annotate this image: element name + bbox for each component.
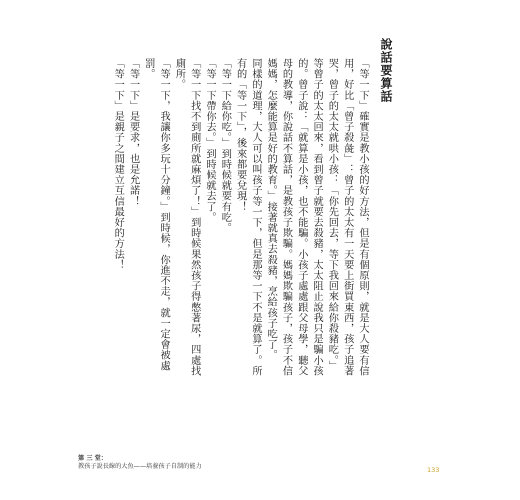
- paragraph-1: 「等一下」確實是教小孩的好方法，但是有個原則，就是大人要有信用，好比「曾子殺彘」：曾子的太太有一天要上街買東西，孩子追著哭，曾子的太太就哄小孩：「你先回去，等下我回來給你殺豬吃。」: [326, 58, 368, 376]
- chapter-subtitle: 教孩子說長線的大魚——培養孩子自制的能力: [78, 463, 202, 470]
- quote-line-2: 「等一下帶你去。」到時候就去了。: [204, 58, 216, 223]
- paragraph-2: 等曾子的太太回來，看到曾子就要去殺豬，太太阻止說我只是騙小孩的。曾子說：「就算是小孩，也不能騙。小孩子處處跟父母學，聽父母的教導，你說話不算話，是教孩子欺騙。媽媽欺騙孩子，孩子不信媽媽，怎麼能算是好的教育。」接著就真去殺豬，烹給孩子吃了。: [265, 58, 323, 376]
- page-number: 133: [427, 466, 440, 474]
- paragraph-4: 「等一下」是要求，也是允諾！: [127, 58, 139, 207]
- paragraph-3: 同樣的道理，大人可以叫孩子等一下，但是那等一下不是就算了。所有的「等一下」，後來都要兌現！: [234, 58, 261, 376]
- paragraph-5: 「等一下」是親子之間建立互信最好的方法！: [112, 58, 124, 270]
- section-heading: 說話要算話: [379, 38, 393, 103]
- vertical-text-block: [110, 38, 394, 378]
- quote-line-3: 「等一下找不到廁所就麻煩了！」到時候果然孩子得憋著尿，四處找廁所。: [173, 58, 200, 376]
- page-footer: [78, 455, 202, 471]
- quote-line-1: 「等一下給你吃。」到時候就要有吃。: [219, 58, 231, 234]
- chapter-label: 第 三 堂：: [78, 455, 108, 462]
- quote-line-4: 「等一下，我讓你多玩十分鐘。」到時候，你進不走，就一定會被處罰。: [142, 58, 170, 371]
